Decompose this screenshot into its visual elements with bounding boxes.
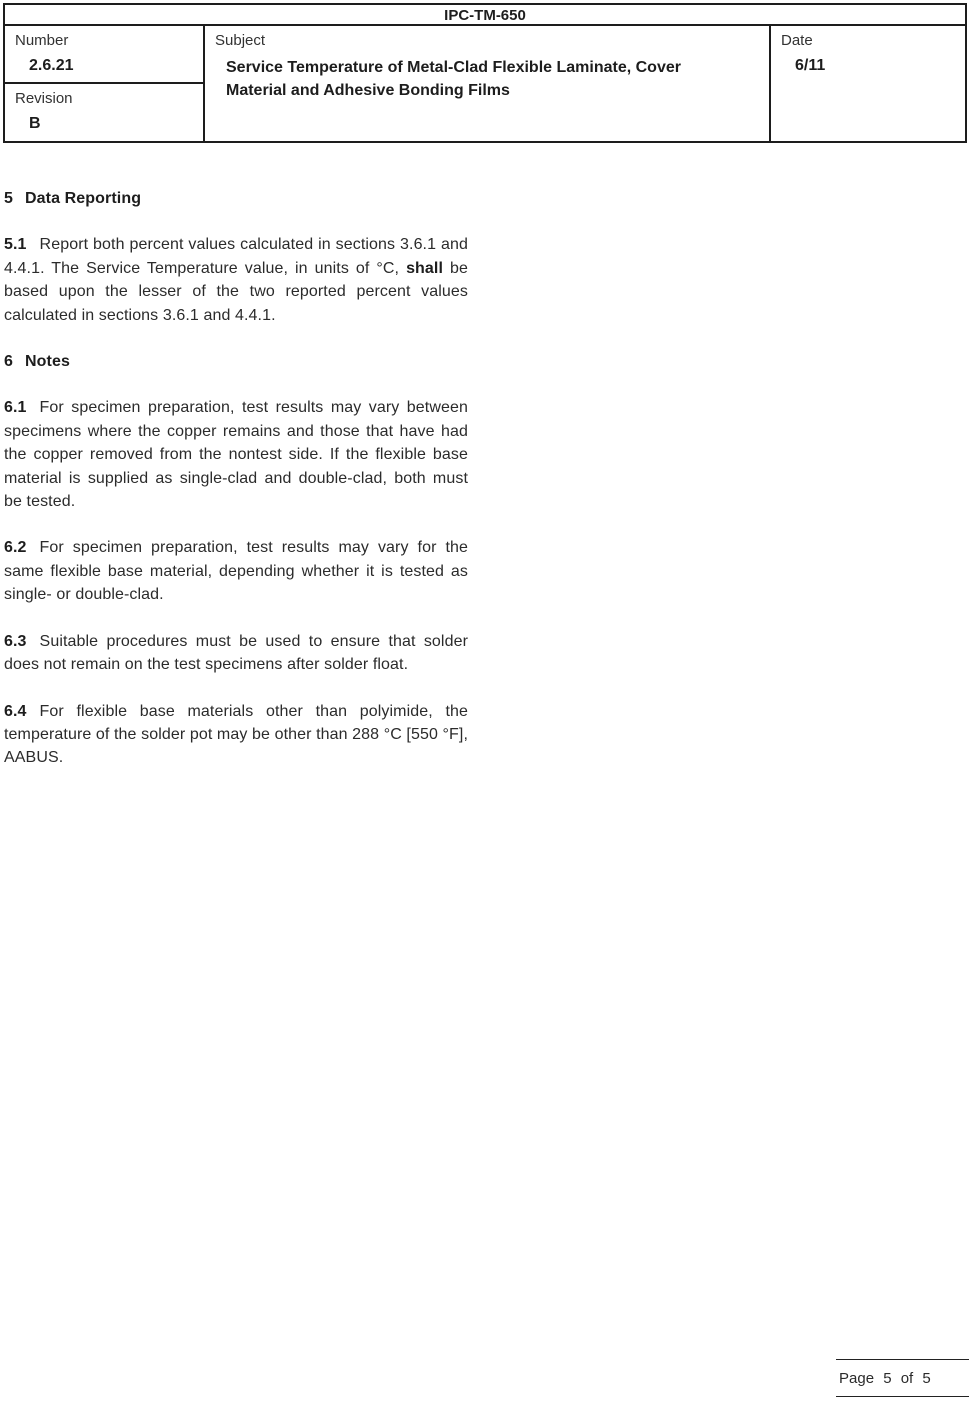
- paragraph-6-2: [4, 536, 468, 606]
- paragraph-5-1-text-a: Report both percent values calculated in sections 3.6.1 and 4.4.1. The Service Temperature value, in units of °C,: [4, 236, 468, 277]
- paragraph-6-3-number: 6.3: [4, 632, 27, 650]
- section-6-heading: [4, 350, 468, 373]
- paragraph-5-1-number: 5.1: [4, 236, 27, 254]
- date-label: Date: [781, 32, 813, 49]
- paragraph-6-3: [4, 630, 468, 677]
- paragraph-5-1-bold-shall: shall: [406, 259, 444, 277]
- subject-label: Subject: [215, 32, 266, 49]
- section-6-title: Notes: [25, 353, 70, 371]
- section-5-heading: [4, 187, 468, 210]
- paragraph-5-1: [4, 233, 468, 327]
- footer-bottom-rule: [836, 1396, 969, 1397]
- section-6-number: 6: [4, 353, 13, 371]
- paragraph-6-4-number: 6.4: [4, 702, 27, 720]
- document-title: IPC-TM-650: [5, 5, 965, 26]
- number-label: Number: [15, 32, 69, 49]
- header-main-row: [5, 26, 965, 141]
- page-footer: [836, 1359, 969, 1397]
- revision-cell: [5, 84, 203, 141]
- date-value: 6/11: [795, 57, 826, 74]
- section-5-title: Data Reporting: [25, 190, 142, 207]
- subject-value: Service Temperature of Metal-Clad Flexible Laminate, Cover Material and Adhesive Bonding Films: [226, 59, 681, 99]
- paragraph-6-1-number: 6.1: [4, 399, 27, 417]
- paragraph-6-2-number: 6.2: [4, 539, 27, 557]
- paragraph-6-4: [4, 700, 468, 770]
- page-number: Page 5 of 5: [839, 1370, 931, 1387]
- number-cell: [5, 26, 203, 84]
- paragraph-6-4-text: For flexible base materials other than polyimide, the temperature of the solder pot may be other than 288 °C [550 °F], AABUS.: [4, 702, 468, 767]
- paragraph-6-3-text: Suitable procedures must be used to ensure that solder does not remain on the test specimens after solder float.: [4, 632, 468, 674]
- subject-cell: [205, 26, 771, 141]
- paragraph-5-1-text-b: be based upon the lesser of the two reported percent values calculated in sections 3.6.1 and 4.4.1.: [4, 259, 468, 324]
- section-5-number: 5: [4, 190, 13, 207]
- revision-label: Revision: [15, 90, 73, 107]
- body-text-column: [4, 187, 468, 793]
- number-value: 2.6.21: [29, 57, 74, 74]
- paragraph-6-1: [4, 396, 468, 513]
- header-table: [3, 3, 967, 143]
- header-left-column: [5, 26, 205, 141]
- paragraph-6-2-text: For specimen preparation, test results may vary for the same flexible base material, depending whether it is tested as single- or double-clad.: [4, 539, 468, 604]
- paragraph-6-1-text: For specimen preparation, test results may vary between specimens where the copper remains and those that have had the copper removed from the nontest side. If the flexible base material is supplied as single-clad and double-clad, both must be tested.: [4, 399, 468, 511]
- date-cell: [771, 26, 965, 141]
- revision-value: B: [29, 115, 41, 132]
